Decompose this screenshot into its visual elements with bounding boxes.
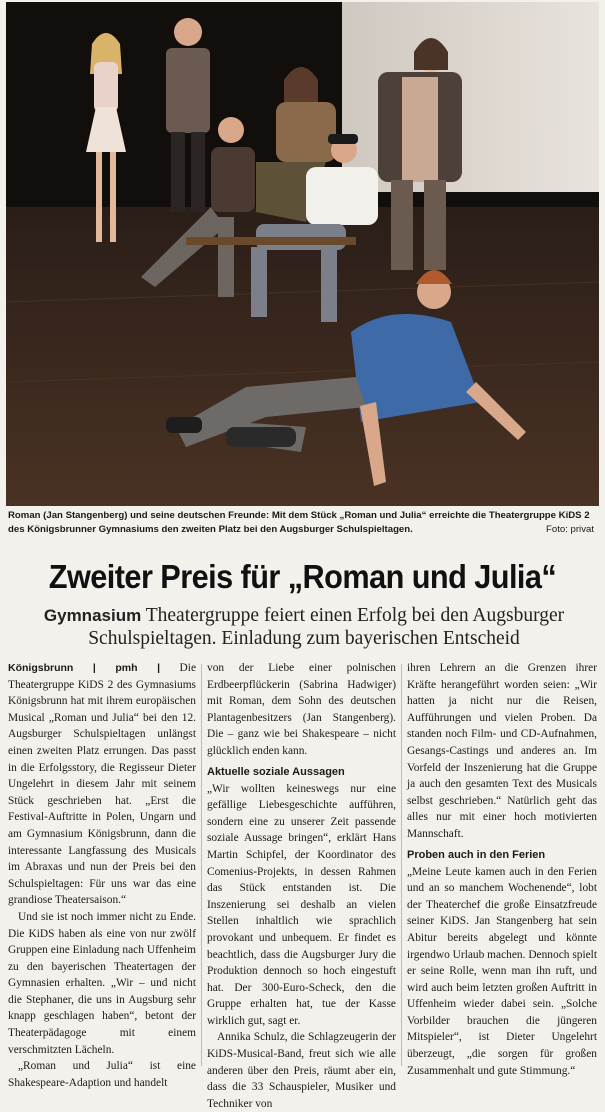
article-column-1 — [8, 660, 196, 1089]
column-3-subheading: Proben auch in den Ferien — [407, 848, 546, 861]
stage-photo-illustration — [6, 2, 599, 506]
column-divider — [401, 664, 402, 1066]
stage-photo — [6, 2, 599, 506]
article-column-2 — [207, 660, 396, 1110]
column-1-paragraph-1-text: Die Theatergruppe KiDS 2 des Gymnasiums Königsbrunn hat mit ihrem europäischen Musical „Roman und Julia“ bei den 12. Augsburger Schulspieltagen unlängst einen zweiten Platz errungen. Das passt in die Erfolgsstory, die Regisseur Dieter Ungelehrt in diesem Jahr mit seinem Stück geschrieben hat. „Erst die Festival-Auftritte in Polen, Ungarn und am Gymnasium Königsbrunn, dann die interessante Langfassung des Musicals im Abraxas und nun der Preis bei den Schulspieltagen: Für uns war das eine grandiose Theatersaison.“ — [8, 662, 196, 907]
column-2-paragraph-1: von der Liebe einer polnischen Erdbeerpflückerin (Sabrina Hadwiger) mit Roman, dem Sohn des deutschen Plantagenbesitzers (Jan Stangenberg). Die – ganz wie bei Shakespeare – nicht glücklich enden kann. — [207, 662, 396, 757]
column-1-paragraph-1 — [8, 660, 196, 909]
photo-caption — [8, 509, 598, 537]
article-headline: Zweiter Preis für „Roman und Julia“ — [48, 558, 557, 595]
column-2-paragraph-2: „Wir wollten keineswegs nur eine gefällige Liebesgeschichte aufführen, sondern eine zu unserer Zeit passende soziale Aussage bringen“, erklärt Hans Martin Schipfel, der Koordinator des Comenius-Projekts, in dessen Rahmen das Stück entstanden ist. Die Inszenierung sei deshalb an vielen Stellen inhaltlich wie sprachlich provokant und unbequem. Er findet es beachtlich, dass die Augsburger Jury die Produktion dennoch so hoch eingestuft hat. Der 300-Euro-Scheck, den die Gruppe erhalten hat, tue der Kasse wirklich gut, sagt er. — [207, 782, 396, 1027]
column-1-paragraph-2: Und sie ist noch immer nicht zu Ende. Die KiDS haben als eine von nur zwölf Gruppen eine Einladung nach Uffenheim zu den bayerischen Theatertagen der Gymnasien erhalten. „Wir – und nicht die Stephaner, die uns in Augsburg sehr knapp geschlagen haben“, betont der Theaterpädagoge mit einem verschmitzten Lächeln. — [8, 910, 196, 1056]
caption-text: Roman (Jan Stangenberg) und seine deutschen Freunde: Mit dem Stück „Roman und Julia“ erreichte die Theatergruppe KiDS 2 des Königsbrunner Gymnasiums den zweiten Platz bei den Augsburger Schulspieltagen. — [8, 510, 590, 535]
column-3-paragraph-2: „Meine Leute kamen auch in den Ferien und an so manchem Wochenende“, lobt der Theaterchef die große Einsatzfreude seiner KiDS. Jan Stangenberg hat sein Abitur bereits abgelegt und könnte irgendwo Urlaub machen. Dennoch spielt er seine Rolle, wenn man ihn ruft, und wird auch beim letzten großen Auftritt in Uffenheim wieder dabei sein. „Solche Vorbilder brauchen die jüngeren Mitspieler“, ist Dieter Ungelehrt überzeugt, „die sorgen für großen Zusammenhalt und gute Stimmung.“ — [407, 865, 597, 1077]
subhead-text: Theatergruppe feiert einen Erfolg bei den Augsburger Schulspieltagen. Einladung zum bayerischen Entscheid — [88, 605, 565, 649]
column-2-subheading: Aktuelle soziale Aussagen — [207, 765, 345, 778]
column-1-paragraph-3: „Roman und Julia“ ist eine Shakespeare-Adaption und handelt — [8, 1060, 196, 1089]
article-dateline: Königsbrunn | pmh | — [8, 662, 161, 674]
bench — [186, 237, 356, 245]
article-column-3 — [407, 660, 597, 1077]
subhead-kicker: Gymnasium — [43, 606, 142, 625]
column-divider — [201, 664, 202, 1066]
article-subhead — [14, 604, 594, 650]
column-3-paragraph-1: ihren Lehrern an die Grenzen ihrer Kräfte herangeführt worden seien: „Wir hatten ja nicht nur die Reisen, Aufführungen und vielen Proben. Da standen noch Film- und CD-Aufnahmen, Gesangs-Castings und anderes an. Im Vorfeld der Inszenierung hat die Gruppe ja auch den gesamten Text des Musicals selbst geschrieben.“ Natürlich geht das alles nur mit einer hoch motivierten Mannschaft. — [407, 662, 597, 840]
stage-floor — [6, 207, 599, 506]
column-2-paragraph-3: Annika Schulz, die Schlagzeugerin der KiDS-Musical-Band, freut sich wie alle anderen über den Preis, räumt aber ein, dass die 33 Schauspieler, Musiker und Techniker von — [207, 1031, 396, 1110]
photo-credit: Foto: privat — [546, 524, 594, 535]
